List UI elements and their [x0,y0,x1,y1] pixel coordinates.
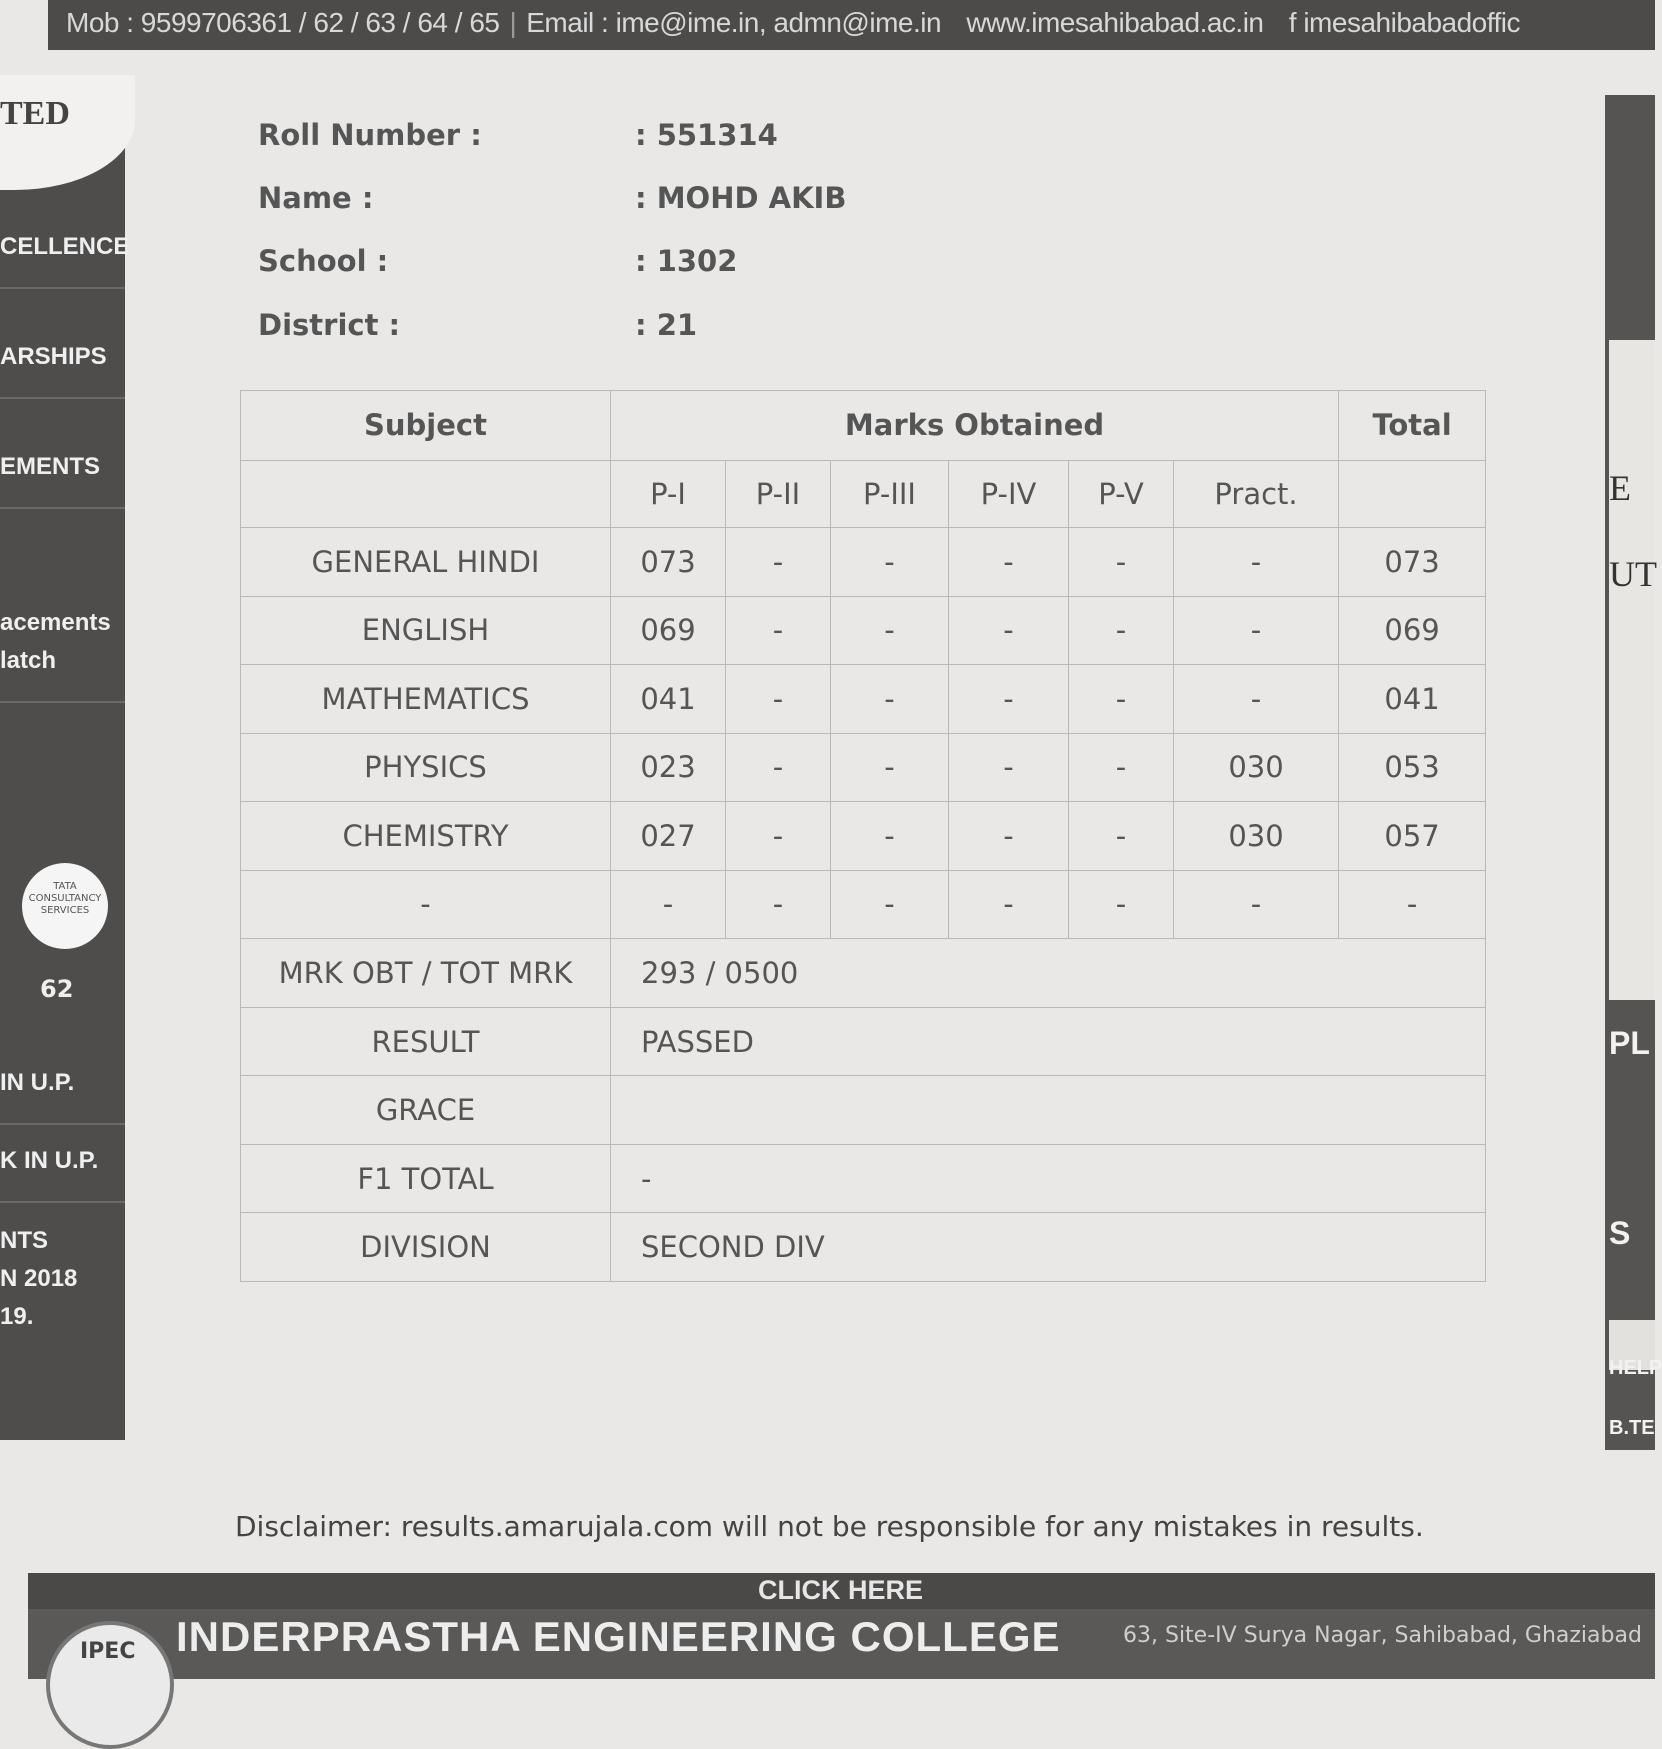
subject-cell: CHEMISTRY [241,802,611,871]
summary-label: MRK OBT / TOT MRK [241,939,611,1008]
left-ad-item: CELLENCE [0,227,125,289]
mark-cell: - [611,870,726,939]
mark-cell: - [1174,665,1339,734]
total-header: Total [1339,391,1486,461]
paper-header: Pract. [1174,460,1339,528]
name-value: : MOHD AKIB [635,181,847,215]
table-row [241,596,1486,665]
mark-cell: - [949,596,1069,665]
college-logo-text: IPEC [80,1639,136,1664]
subject-header: Subject [241,391,611,461]
total-cell: - [1339,870,1486,939]
paper-header: P-I [611,460,726,528]
empty-cell [1339,460,1486,528]
mark-cell: - [1069,733,1174,802]
social-handle[interactable]: f imesahibabadoffic [1288,7,1521,38]
summary-value: - [611,1144,1486,1213]
school-label: School : [258,244,389,278]
left-ad-badge-number: 62 [40,975,74,1003]
paper-header: P-IV [949,460,1069,528]
subject-cell: PHYSICS [241,733,611,802]
school-value: : 1302 [635,244,738,278]
college-address: 63, Site-IV Surya Nagar, Sahibabad, Ghaziabad [1123,1623,1642,1648]
right-ad-panel [1609,340,1655,1000]
total-cell: 041 [1339,665,1486,734]
left-ad-item: latch [0,641,125,703]
mark-cell: - [1069,870,1174,939]
mobile-text: Mob : 9599706361 / 62 / 63 / 64 / 65 [66,7,500,38]
subject-cell: MATHEMATICS [241,665,611,734]
email-text: Email : ime@ime.in, admn@ime.in [526,7,942,38]
summary-row [241,939,1486,1008]
right-advertisement[interactable] [1605,95,1662,1450]
summary-row [241,1076,1486,1145]
right-ad-text: PL [1609,1025,1650,1061]
mark-cell: - [831,733,949,802]
mark-cell: 030 [1174,733,1339,802]
mark-cell: 073 [611,528,726,597]
empty-cell [241,460,611,528]
mark-cell: 027 [611,802,726,871]
table-header-row [241,391,1486,461]
mark-cell: - [949,733,1069,802]
left-ad-item: 19. [0,1303,34,1330]
marks-obtained-header: Marks Obtained [611,391,1339,461]
left-ad-item: acements [0,609,111,636]
left-ad-item: EMENTS [0,447,125,509]
marks-table [240,390,1486,1282]
summary-label: DIVISION [241,1213,611,1282]
mark-cell: - [831,665,949,734]
name-label: Name : [258,181,374,215]
left-ad-item: K IN U.P. [0,1141,125,1203]
table-row [241,733,1486,802]
roll-number-value: : 551314 [635,118,778,152]
left-ad-item: N 2018 [0,1265,78,1292]
summary-value [611,1076,1486,1145]
summary-label: GRACE [241,1076,611,1145]
mark-cell: - [949,528,1069,597]
mark-cell: - [831,596,949,665]
subject-cell: - [241,870,611,939]
mark-cell: 030 [1174,802,1339,871]
paper-header: P-V [1069,460,1174,528]
right-ad-text: UT [1609,554,1657,594]
paper-header: P-II [726,460,831,528]
summary-value: PASSED [611,1007,1486,1076]
total-cell: 073 [1339,528,1486,597]
mark-cell: - [831,870,949,939]
left-ad-item: ARSHIPS [0,337,125,399]
mark-cell: - [726,528,831,597]
website-link[interactable]: www.imesahibabad.ac.in [966,7,1264,38]
mark-cell: - [1174,870,1339,939]
right-ad-text: S [1609,1215,1631,1251]
mark-cell: - [949,802,1069,871]
mark-cell: - [726,733,831,802]
bottom-advertisement[interactable] [28,1573,1655,1679]
left-ad-item: NTS [0,1227,48,1254]
mark-cell: 069 [611,596,726,665]
roll-number-label: Roll Number : [258,118,482,152]
right-ad-text: E [1609,468,1631,508]
mark-cell: - [1069,528,1174,597]
district-label: District : [258,308,401,342]
summary-label: RESULT [241,1007,611,1076]
mark-cell: - [726,665,831,734]
mark-cell: - [726,802,831,871]
table-row [241,665,1486,734]
total-cell: 057 [1339,802,1486,871]
total-cell: 069 [1339,596,1486,665]
summary-row [241,1144,1486,1213]
summary-row [241,1007,1486,1076]
subject-cell: ENGLISH [241,596,611,665]
table-row [241,870,1486,939]
summary-value: 293 / 0500 [611,939,1486,1008]
disclaimer-text: Disclaimer: results.amarujala.com will not be responsible for any mistakes in results. [235,1510,1424,1543]
mark-cell: - [726,596,831,665]
district-value: : 21 [635,308,698,342]
mark-cell: - [949,665,1069,734]
summary-value: SECOND DIV [611,1213,1486,1282]
contact-banner: Mob : 9599706361 / 62 / 63 / 64 / 65 | Email : ime@ime.in, admn@ime.in www.imesahibabad.ac.in f imesahibabadoffic [48,0,1655,50]
left-ad-logo-text: TED [0,95,70,132]
mark-cell: - [949,870,1069,939]
table-row [241,528,1486,597]
mark-cell: - [831,802,949,871]
total-cell: 053 [1339,733,1486,802]
mark-cell: - [1174,596,1339,665]
paper-header-row [241,460,1486,528]
summary-row [241,1213,1486,1282]
mark-cell: 023 [611,733,726,802]
left-ad-badge: TATA CONSULTANCY SERVICES [22,863,108,949]
mark-cell: - [1069,665,1174,734]
paper-header: P-III [831,460,949,528]
mark-cell: - [1069,596,1174,665]
click-here-link[interactable]: CLICK HERE [758,1575,924,1605]
left-advertisement[interactable] [0,75,130,1440]
left-ad-item: IN U.P. [0,1063,125,1125]
subject-cell: GENERAL HINDI [241,528,611,597]
college-name: INDERPRASTHA ENGINEERING COLLEGE [176,1613,1061,1660]
college-logo [46,1621,174,1749]
table-row [241,802,1486,871]
mark-cell: - [726,870,831,939]
mark-cell: - [1174,528,1339,597]
right-ad-text: B.TE [1609,1417,1655,1439]
summary-label: F1 TOTAL [241,1144,611,1213]
right-ad-text: HELP [1609,1357,1662,1379]
mark-cell: - [831,528,949,597]
mark-cell: - [1069,802,1174,871]
mark-cell: 041 [611,665,726,734]
